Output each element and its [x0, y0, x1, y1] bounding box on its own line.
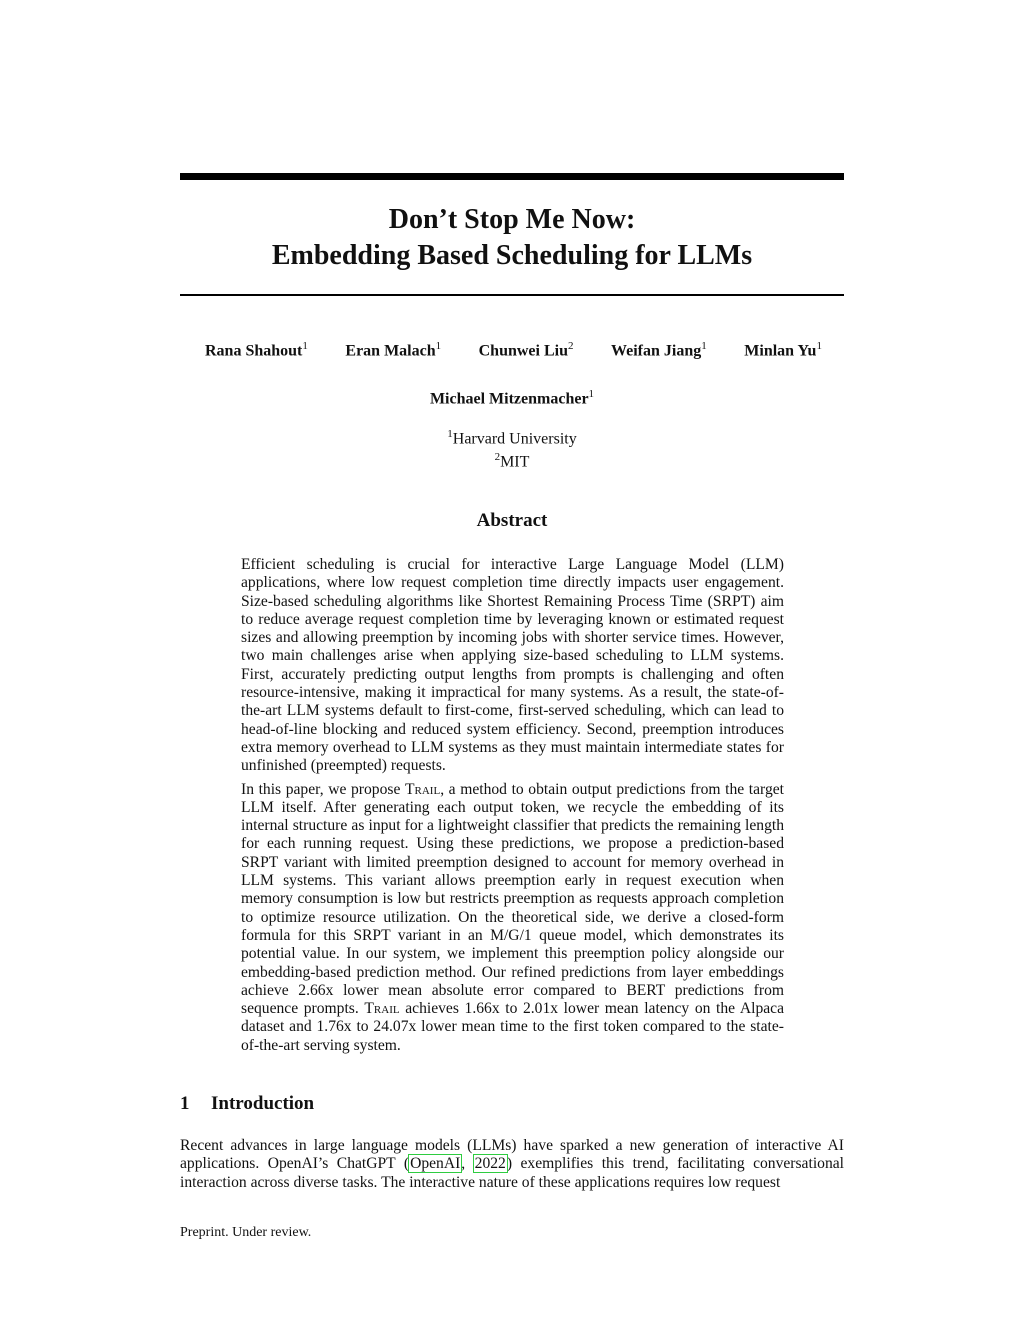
title-line-1: Don’t Stop Me Now: — [388, 204, 636, 235]
section-title: Introduction — [211, 1093, 315, 1114]
abstract-body — [241, 556, 784, 1060]
section-number: 1 — [180, 1093, 190, 1114]
author: Chunwei Liu$^2$ — [478, 340, 574, 360]
author-list — [180, 340, 844, 360]
author: Eran Malach$^1$ — [345, 340, 442, 360]
abstract-paragraph: Efficient scheduling is crucial for interactive Large Language Model (LLM) applications, where low request completion time directly impacts user engagement. Size-based scheduling algorithms like Shortest Remaining Process Time (SRPT) aim to reduce average request completion time by leveraging known or estimated request sizes and allowing preemption by incoming jobs with shorter service times. However, two main challenges arise when applying size-based scheduling to LLM systems. First, accurately predicting output lengths from prompts is challenging and often resource-intensive, making it impractical for many systems. As a result, the state-of-the-art LLM systems default to first-come, first-served scheduling, which can lead to head-of-line blocking and reduced system efficiency. Second, preemption introduces extra memory overhead to LLM systems as they must maintain intermediate states for unfinished (preempted) requests. — [241, 556, 784, 775]
title-line-2: Embedding Based Scheduling for LLMs — [271, 240, 753, 271]
section-heading — [180, 1093, 314, 1115]
author: Rana Shahout$^1$ — [205, 340, 308, 360]
citation-link-year[interactable]: 2022 — [474, 1155, 506, 1173]
introduction-text — [180, 1137, 844, 1192]
title-top-rule — [180, 173, 844, 180]
method-name: Trail — [404, 780, 441, 798]
method-name: Trail — [364, 1000, 400, 1018]
affiliations — [180, 425, 844, 472]
footer-note: Preprint. Under review. — [180, 1225, 312, 1240]
affiliation: $^2$MIT — [494, 451, 530, 471]
abstract-paragraph: In this paper, we propose Trail, a method to obtain output predictions from the target LLM itself. After generating each output token, we recycle the embedding of its internal structure as input for a lightweight classifier that predicts the remaining length for each running request. Using these predictions, we propose a prediction-based SRPT variant with limited preemption designed to account for memory overhead in LLM systems. This variant allows preemption early in request execution when memory consumption is low but restricts preemption as requests approach completion to optimize resource utilization. On the theoretical side, we derive a closed-form formula for this SRPT variant in an M/G/1 queue model, which demonstrates its potential value. In our system, we implement this preemption policy alongside our embedding-based prediction method. Our refined predictions from layer embeddings achieve 2.66x lower mean absolute error compared to BERT predictions from sequence prompts. Trail achieves 1.66x to 2.01x lower mean latency on the Alpaca dataset and 1.76x to 24.07x lower mean time to the first token compared to the state-of-the-art serving system. — [241, 780, 785, 1054]
abstract-heading: Abstract — [476, 510, 548, 531]
title-bottom-rule — [180, 294, 844, 296]
paper-title — [180, 202, 844, 274]
intro-paragraph: Recent advances in large language models (LLMs) have sparked a new generation of interactive AI applications. OpenAI’s ChatGPT (OpenAI, 2022) exemplifies this trend, facilitating conversational interaction across diverse tasks. The interactive nature of these applications requires low request — [180, 1137, 844, 1191]
affiliation: $^1$Harvard University — [447, 428, 577, 448]
author: Minlan Yu$^1$ — [744, 340, 822, 360]
author: Weifan Jiang$^1$ — [611, 340, 707, 360]
citation-link-author[interactable]: OpenAI — [410, 1155, 461, 1173]
author-last: Michael Mitzenmacher$^1$ — [429, 388, 595, 408]
